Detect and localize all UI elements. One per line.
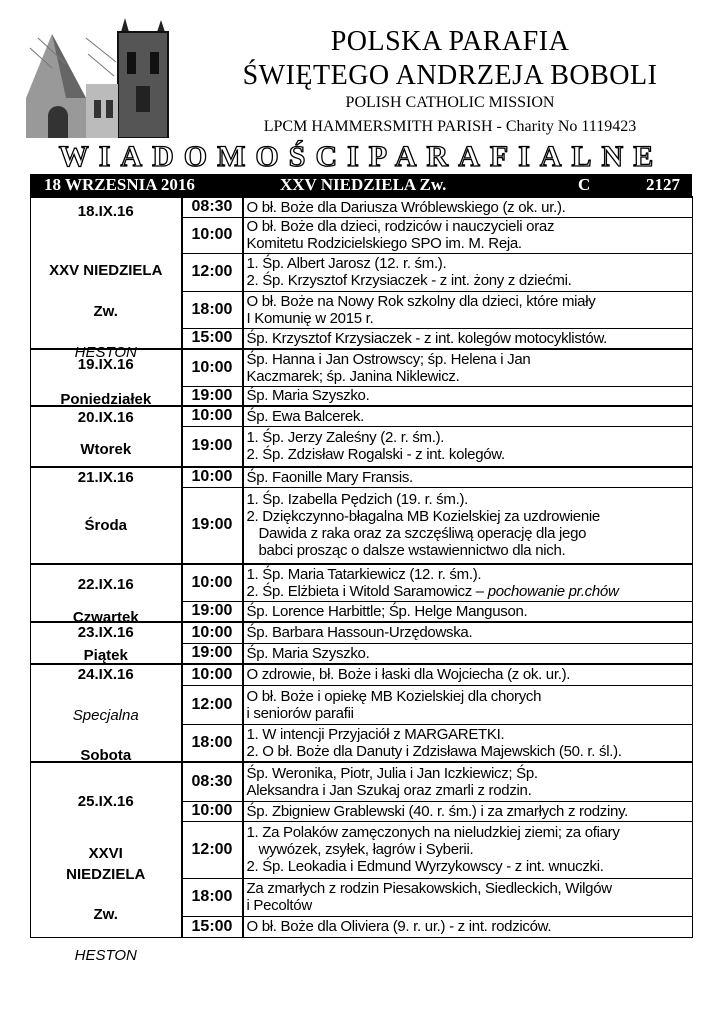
mass-intention [243, 821, 693, 878]
issue-bar [30, 174, 692, 196]
mass-time: 10:00 [182, 664, 243, 685]
mass-intention [243, 601, 693, 622]
newsletter-banner: WIADOMOŚCIPARAFIALNE [58, 140, 664, 173]
intention-line: babci prosząc o dalsze wstawiennictwo dla nich. [258, 542, 566, 560]
mass-time: 18:00 [182, 724, 243, 762]
mass-time: 10:00 [182, 801, 243, 821]
mass-time: 19:00 [182, 386, 243, 406]
intention-line: Śp. Hanna i Jan Ostrowscy; śp. Helena i Jan [246, 350, 531, 368]
day-label: HESTON [74, 947, 137, 965]
mass-intention [243, 426, 693, 467]
mass-intention [243, 878, 693, 916]
intention-line [247, 583, 693, 600]
day-label: NIEDZIELA [66, 866, 146, 884]
table-row [31, 622, 693, 643]
intention-line: Kaczmarek; śp. Janina Niklewicz. [246, 367, 460, 385]
day-date: 25.IX.16 [77, 793, 134, 811]
mass-intention [243, 643, 693, 664]
day-label: XXVI [88, 845, 123, 863]
day-date: 21.IX.16 [77, 469, 134, 486]
intention-line: Śp. Ewa Balcerek. [246, 407, 364, 425]
day-cell [31, 406, 182, 467]
day-label: Środa [84, 517, 127, 534]
mass-time: 19:00 [182, 426, 243, 467]
mass-intention [243, 253, 693, 291]
mass-intention [243, 197, 693, 217]
mass-time: 19:00 [182, 643, 243, 664]
intention-line: O bł. Boże na Nowy Rok szkolny dla dzieci, które miały [246, 292, 596, 310]
intention-line: Śp. Weronika, Piotr, Julia i Jan Iczkiewicz; Śp. [246, 764, 538, 782]
mass-intention [243, 217, 693, 253]
mass-intention [243, 801, 693, 821]
mass-time: 15:00 [182, 328, 243, 349]
intention-line: Śp. Faonille Mary Fransis. [246, 468, 413, 486]
intention-line: Śp. Zbigniew Grablewski (40. r. śm.) i za zmarłych z rodziny. [246, 802, 629, 820]
intention-line: Za zmarłych z rodzin Piesakowskich, Siedleckich, Wilgów [246, 880, 612, 897]
day-cell [31, 467, 182, 564]
intention-line: O zdrowie, bł. Boże i łaski dla Wojciecha (z ok. ur.). [246, 666, 571, 684]
intention-line: Śp. Lorence Harbittle; Śp. Helge Manguson. [246, 602, 528, 620]
mass-intention [243, 762, 693, 801]
day-cell [31, 664, 182, 762]
table-row [31, 762, 693, 801]
intention-line: Aleksandra i Jan Szukaj oraz zmarli z rodzin. [246, 781, 532, 799]
mass-intention [243, 487, 693, 564]
day-label: Poniedziałek [60, 391, 152, 408]
intention-line: 1. Śp. Albert Jarosz (12. r. śm.). [246, 255, 447, 272]
intention-line: i Pecoltów [246, 897, 312, 914]
day-cell [31, 762, 182, 965]
mass-intention [243, 724, 693, 762]
mass-intention [243, 328, 693, 349]
day-date: 20.IX.16 [77, 409, 134, 426]
day-label: Piątek [83, 647, 128, 664]
mass-time: 08:30 [182, 197, 243, 217]
mass-schedule-table [30, 196, 693, 965]
day-label: Wtorek [80, 441, 132, 458]
mass-intention [243, 467, 693, 487]
mass-intention [243, 349, 693, 386]
intention-line: O bł. Boże i opiekę MB Kozielskiej dla chorych [246, 687, 542, 705]
day-cell [31, 349, 182, 406]
mass-time: 18:00 [182, 878, 243, 916]
intention-line: Śp. Maria Szyszko. [246, 387, 370, 405]
mass-time: 12:00 [182, 685, 243, 724]
mass-intention [243, 386, 693, 406]
mass-time: 08:30 [182, 762, 243, 801]
intention-line: O bł. Boże dla dzieci, rodziców i nauczycieli oraz [246, 218, 555, 235]
mass-time: 10:00 [182, 622, 243, 643]
charity-info: LPCM HAMMERSMITH PARISH - Charity No 1119423 [263, 118, 637, 135]
mass-intention [243, 406, 693, 426]
table-row [31, 564, 693, 601]
day-label: Sobota [80, 747, 132, 764]
church-icon [26, 18, 186, 138]
intention-line: Komitetu Rodzicielskiego SPO im. M. Reja. [246, 235, 522, 252]
mass-intention [243, 291, 693, 328]
mass-time: 19:00 [182, 487, 243, 564]
table-row [31, 664, 693, 685]
mass-time: 19:00 [182, 601, 243, 622]
mass-time: 10:00 [182, 217, 243, 253]
mass-time: 10:00 [182, 349, 243, 386]
issue-number: 2127 [646, 175, 680, 194]
day-date: 22.IX.16 [77, 576, 134, 593]
intention-line: wywózek, zsyłek, łagrów i Syberii. [258, 841, 474, 858]
mass-intention [243, 685, 693, 724]
page-header [0, 0, 722, 140]
intention-line: O bł. Boże dla Oliviera (9. r. ur.) - z int. rodziców. [246, 918, 552, 935]
parish-title-line2: ŚWIĘTEGO ANDRZEJA BOBOLI [242, 60, 658, 91]
day-label: Specjalna [72, 707, 139, 724]
day-cell [31, 564, 182, 626]
mission-subtitle: POLISH CATHOLIC MISSION [345, 94, 555, 111]
mass-intention [243, 564, 693, 601]
intention-line: 1. W intencji Przyjaciół z MARGARETKI. [246, 725, 505, 743]
day-cell [31, 197, 182, 361]
intention-line: 1. Śp. Izabella Pędzich (19. r. śm.). [246, 491, 469, 509]
intention-line: 1. Śp. Jerzy Zaleśny (2. r. śm.). [246, 429, 445, 447]
intention-line: 1. Za Polaków zamęczonych na nieludzkiej ziemi; za ofiary [246, 824, 620, 841]
mass-time: 15:00 [182, 916, 243, 937]
mass-time: 12:00 [182, 821, 243, 878]
intention-line: I Komunię w 2015 r. [246, 309, 374, 327]
mass-time: 10:00 [182, 467, 243, 487]
intention-line: 2. Śp. Leokadia i Edmund Wyrzykowscy - z int. wnuczki. [246, 858, 604, 875]
intention-line: 1. Śp. Maria Tatarkiewicz (12. r. śm.). [246, 565, 482, 583]
day-label: Zw. [93, 906, 118, 924]
mass-time: 10:00 [182, 406, 243, 426]
intention-line: Śp. Krzysztof Krzysiaczek - z int. kolegów motocyklistów. [246, 329, 608, 347]
table-row [31, 349, 693, 386]
table-row [31, 406, 693, 426]
day-date: 19.IX.16 [77, 356, 134, 373]
mass-intention [243, 622, 693, 643]
mass-time: 18:00 [182, 291, 243, 328]
intention-line: 2. O bł. Boże dla Danuty i Zdzisława Majewskich (50. r. śl.). [246, 742, 622, 760]
mass-time: 10:00 [182, 564, 243, 601]
intention-text: 2. Śp. Elżbieta i Witold Saramowicz – [246, 582, 488, 600]
intention-note: pochowanie pr.chów [487, 582, 619, 600]
issue-date: 18 WRZESNIA 2016 [44, 175, 195, 194]
day-label: Zw. [93, 303, 118, 320]
day-date: 18.IX.16 [77, 203, 134, 220]
intention-line: Śp. Barbara Hassoun-Urzędowska. [246, 624, 473, 642]
mass-intention [243, 664, 693, 685]
intention-line: 2. Dziękczynno-błagalna MB Kozielskiej za uzdrowienie [246, 508, 600, 526]
intention-line: Śp. Maria Szyszko. [246, 644, 370, 662]
intention-line: O bł. Boże dla Dariusza Wróblewskiego (z ok. ur.). [246, 198, 566, 216]
liturgical-cycle: C [578, 175, 591, 194]
day-label: XXV NIEDZIELA [49, 262, 163, 279]
day-label: HESTON [74, 344, 137, 361]
liturgical-sunday: XXV NIEDZIELA Zw. [280, 175, 447, 194]
intention-line: Dawida z raka oraz za szczęśliwą operację dla jego [258, 525, 587, 543]
mass-intention [243, 916, 693, 937]
intention-line: 2. Śp. Krzysztof Krzysiaczek - z int. żony z dziećmi. [246, 272, 572, 289]
day-date: 23.IX.16 [77, 624, 134, 641]
day-cell [31, 622, 182, 664]
table-row [31, 197, 693, 217]
intention-line: i seniorów parafii [246, 704, 354, 722]
day-label: Czwartek [72, 609, 139, 626]
table-row [31, 467, 693, 487]
mass-time: 12:00 [182, 253, 243, 291]
parish-title-line1: POLSKA PARAFIA [330, 26, 570, 57]
intention-line: 2. Śp. Zdzisław Rogalski - z int. kolegów. [246, 446, 505, 464]
day-date: 24.IX.16 [77, 666, 134, 683]
